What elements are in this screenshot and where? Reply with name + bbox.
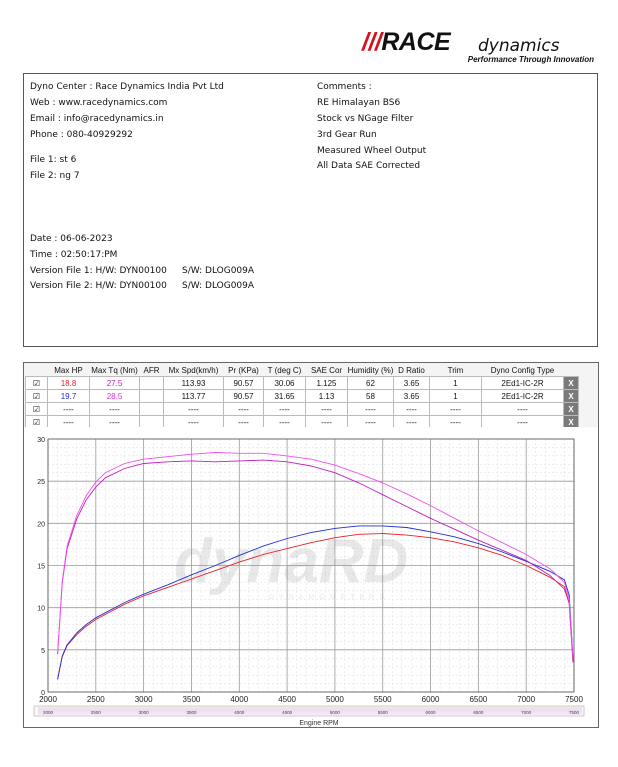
comment-line: Stock vs NGage Filter bbox=[317, 114, 414, 124]
afr-cell bbox=[140, 390, 164, 403]
logo-slashes: /// bbox=[362, 28, 382, 56]
max-tq-cell: 28.5 bbox=[90, 390, 140, 403]
comments-title: Comments : bbox=[317, 82, 372, 92]
x-tick-label: 6000 bbox=[421, 695, 440, 704]
x-tick-label: 7500 bbox=[565, 695, 583, 704]
sae-cell: 1.125 bbox=[306, 377, 348, 390]
speed-cell: 113.93 bbox=[164, 377, 224, 390]
footer-tick-label: 5000 bbox=[329, 710, 340, 715]
max-hp-cell: ---- bbox=[48, 403, 90, 416]
col-header: SAE Cor bbox=[306, 364, 348, 377]
comment-line: RE Himalayan BS6 bbox=[317, 98, 401, 108]
col-header: T (deg C) bbox=[264, 364, 306, 377]
x-tick-label: 3000 bbox=[134, 695, 153, 704]
x-tick-label: 5500 bbox=[373, 695, 392, 704]
afr-cell bbox=[140, 377, 164, 390]
max-tq-cell: ---- bbox=[90, 416, 140, 429]
remove-run-button[interactable]: X bbox=[564, 416, 579, 429]
y-tick-label: 10 bbox=[37, 605, 45, 613]
x-tick-label: 6500 bbox=[469, 695, 488, 704]
humidity-cell: ---- bbox=[348, 416, 394, 429]
max-hp-cell: ---- bbox=[48, 416, 90, 429]
dratio-cell: 3.65 bbox=[394, 390, 430, 403]
y-tick-label: 15 bbox=[37, 563, 45, 571]
pressure-cell: ---- bbox=[224, 403, 264, 416]
x-tick-label: 7000 bbox=[517, 695, 536, 704]
pressure-cell: 90.57 bbox=[224, 390, 264, 403]
config-cell: ---- bbox=[482, 403, 564, 416]
speed-cell: ---- bbox=[164, 403, 224, 416]
run-checkbox[interactable]: ☑ bbox=[26, 416, 48, 429]
col-header: Mx Spd(km/h) bbox=[164, 364, 224, 377]
comment-line: All Data SAE Corrected bbox=[317, 161, 421, 171]
col-header: Humidity (%) bbox=[347, 365, 394, 375]
version-file-1: Version File 1: H/W: DYN00100 bbox=[30, 266, 167, 276]
power-torque-chart bbox=[24, 427, 598, 727]
config-cell: 2Ed1-IC-2R bbox=[482, 390, 564, 403]
temp-cell: 30.06 bbox=[264, 377, 306, 390]
pressure-cell: 90.57 bbox=[224, 377, 264, 390]
comment-line: 3rd Gear Run bbox=[317, 130, 377, 140]
col-header: Max Tq (Nm) bbox=[91, 365, 138, 375]
dratio-cell: ---- bbox=[394, 403, 430, 416]
file-2: File 2: ng 7 bbox=[30, 171, 80, 181]
max-hp-cell: 18.8 bbox=[48, 377, 90, 390]
x-axis-label: Engine RPM bbox=[299, 720, 339, 727]
comment-line: Measured Wheel Output bbox=[317, 146, 427, 156]
trim-cell: ---- bbox=[430, 416, 482, 429]
logo-tagline: Performance Through Innovation bbox=[467, 55, 594, 64]
logo-wordmark bbox=[362, 28, 450, 57]
trim-cell: ---- bbox=[430, 403, 482, 416]
col-header: Pr (KPa) bbox=[224, 364, 264, 377]
version-file-2: Version File 2: H/W: DYN00100 bbox=[30, 281, 167, 291]
remove-run-button[interactable]: X bbox=[564, 390, 579, 403]
footer-strip bbox=[34, 706, 584, 716]
humidity-cell: ---- bbox=[348, 403, 394, 416]
table-row bbox=[26, 377, 579, 390]
run-checkbox[interactable]: ☑ bbox=[26, 377, 48, 390]
run-summary-table bbox=[25, 364, 579, 429]
file-1: File 1: st 6 bbox=[30, 155, 77, 165]
footer-tick-label: 2000 bbox=[42, 710, 54, 715]
max-hp-cell: 19.7 bbox=[48, 390, 90, 403]
chart-footer-strip bbox=[34, 706, 584, 716]
speed-cell: 113.77 bbox=[164, 390, 224, 403]
run-checkbox[interactable]: ☑ bbox=[26, 403, 48, 416]
footer-tick-label: 6500 bbox=[473, 710, 484, 715]
x-tick-label: 4000 bbox=[230, 695, 249, 704]
footer-tick-label: 3500 bbox=[186, 710, 197, 715]
y-tick-label: 30 bbox=[37, 437, 45, 444]
y-tick-label: 25 bbox=[37, 479, 45, 487]
brand-logo bbox=[362, 28, 598, 66]
dyno-graph-panel bbox=[23, 362, 599, 728]
temp-cell: 31.65 bbox=[264, 390, 306, 403]
temp-cell: ---- bbox=[264, 416, 306, 429]
y-tick-label: 20 bbox=[37, 521, 45, 529]
col-header: Max HP bbox=[48, 364, 90, 377]
x-tick-label: 2000 bbox=[39, 695, 57, 704]
footer-tick-label: 4000 bbox=[234, 710, 245, 715]
footer-tick-label: 4500 bbox=[282, 710, 293, 715]
phone: Phone : 080-40929292 bbox=[30, 130, 133, 140]
humidity-cell: 58 bbox=[348, 390, 394, 403]
max-tq-cell: ---- bbox=[90, 403, 140, 416]
sae-cell: ---- bbox=[306, 416, 348, 429]
x-tick-label: 3500 bbox=[182, 695, 201, 704]
dratio-cell: ---- bbox=[394, 416, 430, 429]
afr-cell bbox=[140, 403, 164, 416]
run-checkbox[interactable]: ☑ bbox=[26, 390, 48, 403]
footer-tick-label: 7500 bbox=[568, 710, 580, 715]
col-header: Dyno Config Type bbox=[482, 364, 564, 377]
remove-run-button[interactable]: X bbox=[564, 377, 579, 390]
table-row bbox=[26, 390, 579, 403]
watermark bbox=[174, 527, 408, 601]
col-header: D Ratio bbox=[394, 364, 430, 377]
time: Time : 02:50:17:PM bbox=[30, 250, 118, 260]
dratio-cell: 3.65 bbox=[394, 377, 430, 390]
trim-cell: 1 bbox=[430, 377, 482, 390]
x-tick-label: 4500 bbox=[278, 695, 296, 704]
footer-tick-label: 6000 bbox=[425, 710, 436, 715]
max-tq-cell: 27.5 bbox=[90, 377, 140, 390]
test-info-box bbox=[23, 73, 598, 347]
speed-cell: ---- bbox=[164, 416, 224, 429]
remove-run-button[interactable]: X bbox=[564, 403, 579, 416]
footer-tick-label: 5500 bbox=[377, 710, 388, 715]
col-header: AFR bbox=[140, 364, 164, 377]
logo-race: RACE bbox=[381, 28, 451, 56]
config-cell: 2Ed1-IC-2R bbox=[482, 377, 564, 390]
version-file-1-sw: S/W: DLOG009A bbox=[182, 266, 255, 276]
date: Date : 06-06-2023 bbox=[30, 234, 113, 244]
y-tick-label: 0 bbox=[41, 690, 45, 697]
footer-tick-label: 2500 bbox=[90, 710, 101, 715]
config-cell: ---- bbox=[482, 416, 564, 429]
trim-cell: 1 bbox=[430, 390, 482, 403]
x-tick-label: 5000 bbox=[326, 695, 344, 704]
table-header-row bbox=[26, 364, 579, 377]
x-tick-label: 2500 bbox=[86, 695, 105, 704]
sae-cell: ---- bbox=[306, 403, 348, 416]
sae-cell: 1.13 bbox=[306, 390, 348, 403]
email: Email : info@racedynamics.in bbox=[30, 114, 164, 124]
footer-tick-label: 3000 bbox=[138, 710, 149, 715]
y-tick-label: 5 bbox=[41, 647, 45, 655]
temp-cell: ---- bbox=[264, 403, 306, 416]
web: Web : www.racedynamics.com bbox=[30, 98, 168, 108]
col-header: Trim bbox=[430, 364, 482, 377]
dyno-center: Dyno Center : Race Dynamics India Pvt Ltd bbox=[30, 82, 224, 92]
table-row bbox=[26, 403, 579, 416]
watermark-logo: dynaRD bbox=[174, 527, 409, 596]
humidity-cell: 62 bbox=[348, 377, 394, 390]
logo-dynamics: dynamics bbox=[478, 36, 560, 56]
footer-tick-label: 7000 bbox=[521, 710, 532, 715]
pressure-cell: ---- bbox=[224, 416, 264, 429]
watermark-sub: DYNAMOMETERS bbox=[269, 594, 389, 601]
version-file-2-sw: S/W: DLOG009A bbox=[182, 281, 255, 291]
